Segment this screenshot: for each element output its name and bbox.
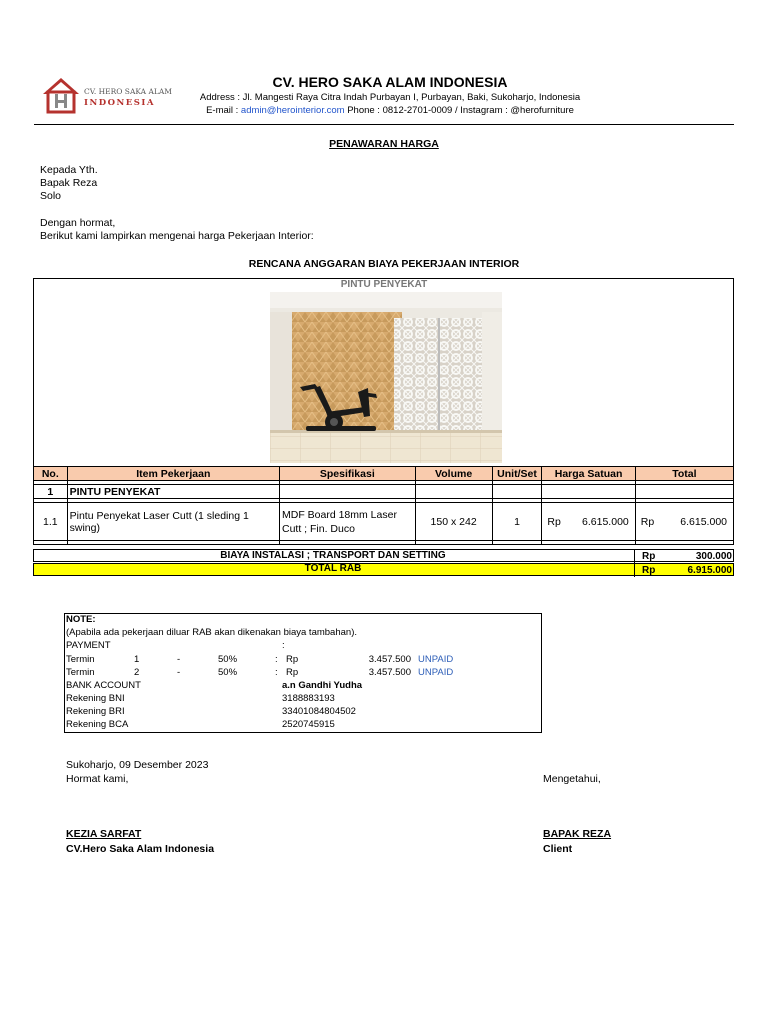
termin2-amount: 3.457.500 [368,667,411,678]
biaya-value: 300.000 [695,551,732,562]
company-contact [180,105,600,116]
col-volume: Volume [415,467,492,481]
sign-right-label: Mengetahui, [543,773,601,785]
section-label: PINTU PENYEKAT [340,279,428,290]
recipient-city: Solo [40,190,62,202]
termin1-label: Termin [66,654,95,665]
bank-account-label: BANK ACCOUNT [66,680,141,691]
col-item: Item Pekerjaan [67,467,279,481]
company-name: CV. HERO SAKA ALAM INDONESIA [272,74,508,90]
termin2-num: 2 [134,667,140,678]
table-row [34,503,734,541]
place-date: Sukoharjo, 09 Desember 2023 [66,759,209,771]
biaya-label: BIAYA INSTALASI ; TRANSPORT DAN SETTING [220,550,446,561]
group-name: PINTU PENYEKAT [67,485,279,499]
total-value: 6.615.000 [680,515,727,528]
bank-bri-label: Rekening BRI [66,706,125,717]
table-header-row [34,467,734,481]
email-link[interactable]: admin@herointerior.com [240,105,345,116]
termin2-status: UNPAID [418,667,454,678]
termin2-pct: 50% [218,667,238,678]
note-title: NOTE: [66,614,96,625]
bank-bca-label: Rekening BCA [66,719,129,730]
logo-text-line2: INDONESIA [84,98,155,108]
opening-text: Berikut kami lampirkan mengenai harga Pekerjaan Interior: [40,230,314,242]
row-total [635,503,733,541]
bank-bri-number: 33401084804502 [282,706,356,717]
biaya-rp: Rp [642,551,656,562]
bank-bni-label: Rekening BNI [66,693,125,704]
total-rab-label: TOTAL RAB [304,563,362,574]
total-rab-rp: Rp [642,565,656,576]
note-text: (Apabila ada pekerjaan diluar RAB akan dikenakan biaya tambahan). [66,627,357,638]
rab-title: RENCANA ANGGARAN BIAYA PEKERJAAN INTERIOR [248,258,520,270]
row-spec: MDF Board 18mm Laser Cutt ; Fin. Duco [279,503,415,541]
total-rab-divider [634,563,635,577]
col-no: No. [34,467,68,481]
sign-left-org: CV.Hero Saka Alam Indonesia [66,843,215,855]
bank-holder: a.n Gandhi Yudha [282,680,363,691]
row-no: 1.1 [34,503,68,541]
partition-room-image [270,292,502,463]
termin1-rp: Rp [286,654,299,665]
termin1-status: UNPAID [418,654,454,665]
termin2-rp: Rp [286,667,299,678]
sign-left-name: KEZIA SARFAT [66,828,142,840]
total-rp: Rp [640,515,655,528]
spacer-row [34,541,734,545]
company-address: Address : Jl. Mangesti Raya Citra Indah Purbayan I, Purbayan, Baki, Sukoharjo, Indonesia [199,92,581,103]
bank-bni-number: 3188883193 [282,693,335,704]
header-divider [34,124,734,125]
col-spec: Spesifikasi [279,467,415,481]
group-no: 1 [34,485,68,499]
termin2-dash: - [177,667,181,678]
row-item: Pintu Penyekat Laser Cutt (1 sleding 1 swing) [67,503,279,541]
sign-left-label: Hormat kami, [66,773,129,785]
row-harga [542,503,635,541]
recipient-greeting: Kepada Yth. [40,164,98,176]
col-unit: Unit/Set [492,467,542,481]
logo-text-line1: CV. HERO SAKA ALAM [84,87,172,96]
termin2-label: Termin [66,667,95,678]
document-title: PENAWARAN HARGA [329,138,439,150]
sign-right-name: BAPAK REZA [543,828,612,840]
row-unit: 1 [492,503,542,541]
termin1-pct: 50% [218,654,238,665]
email-prefix: E-mail : [206,105,241,116]
contact-rest: Phone : 0812-2701-0009 / Instagram : @herofurniture [344,105,574,116]
salutation: Dengan hormat, [40,217,116,229]
payment-label: PAYMENT [66,640,111,651]
termin2-colon: : [275,667,278,678]
col-harga: Harga Satuan [542,467,635,481]
group-row [34,485,734,499]
col-total: Total [635,467,733,481]
termin1-dash: - [177,654,181,665]
bank-bca-number: 2520745915 [282,719,335,730]
company-logo [40,74,172,116]
row-volume: 150 x 242 [415,503,492,541]
payment-colon: : [282,640,285,651]
sign-right-org: Client [543,843,573,855]
termin1-amount: 3.457.500 [368,654,411,665]
product-photo [270,292,502,463]
harga-rp: Rp [547,515,561,528]
rab-items-table [33,466,734,545]
termin1-colon: : [275,654,278,665]
recipient-name: Bapak Reza [40,177,98,189]
termin1-num: 1 [134,654,140,665]
harga-value: 6.615.000 [582,515,629,528]
total-rab-value: 6.915.000 [687,565,732,576]
